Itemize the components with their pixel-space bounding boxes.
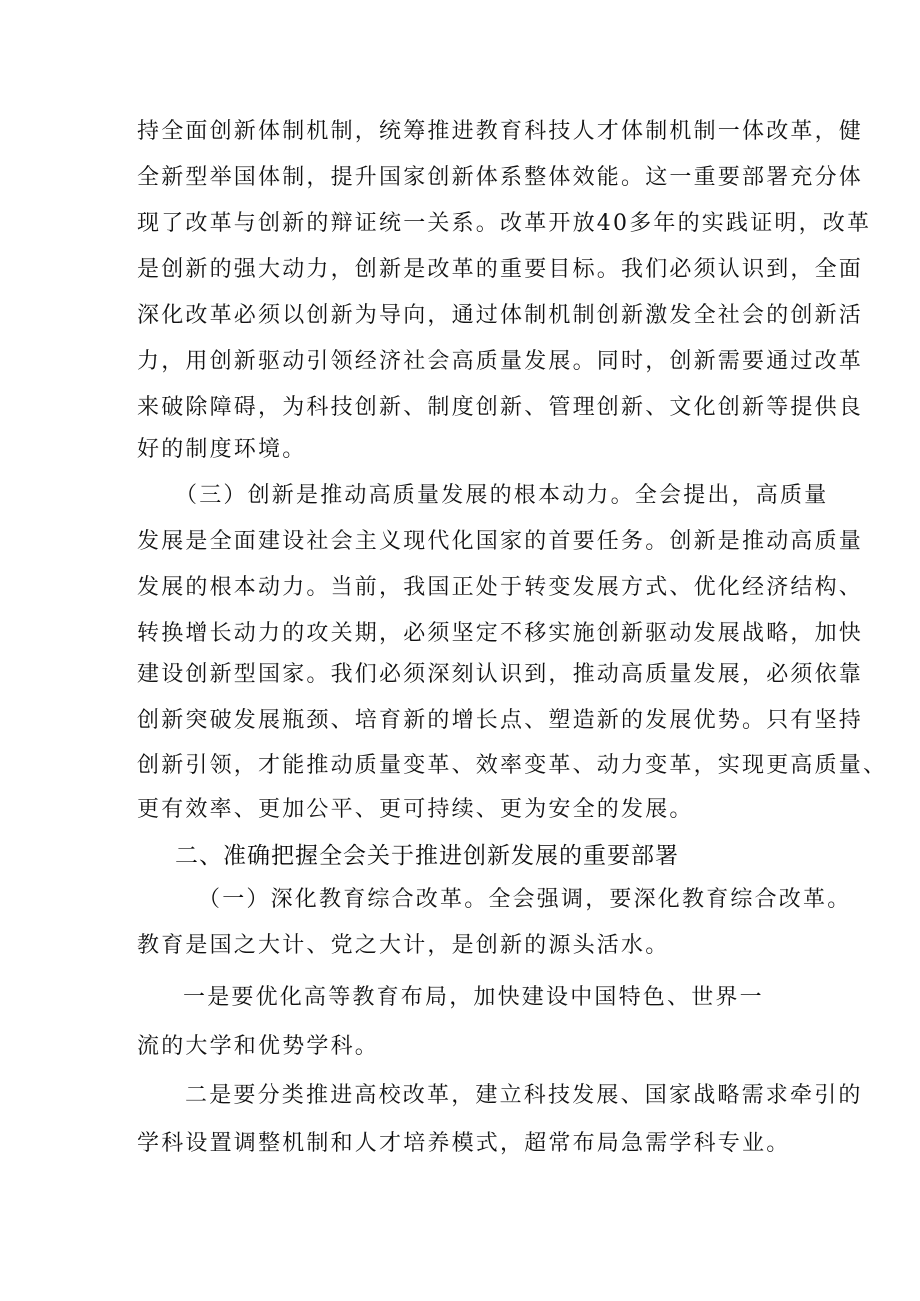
paragraph-line: 现了改革与创新的辩证统一关系。改革开放40多年的实践证明，改革 bbox=[137, 211, 872, 236]
paragraph-line: 好的制度环境。 bbox=[137, 437, 307, 462]
paragraph-line: （一）深化教育综合改革。全会强调，要深化教育综合改革。 bbox=[198, 887, 852, 912]
paragraph-line: 一是要优化高等教育布局，加快建设中国特色、世界一 bbox=[183, 985, 764, 1010]
paragraph-line: （三）创新是推动高质量发展的根本动力。全会提出，高质量 bbox=[175, 483, 829, 508]
paragraph-line: 力，用创新驱动引领经济社会高质量发展。同时，创新需要通过改革 bbox=[137, 349, 864, 374]
paragraph-line: 学科设置调整机制和人才培养模式，超常布局急需学科专业。 bbox=[137, 1131, 791, 1156]
paragraph-line: 流的大学和优势学科。 bbox=[137, 1034, 380, 1059]
paragraph-line: 持全面创新体制机制，统筹推进教育科技人才体制机制一体改革，健 bbox=[137, 119, 864, 144]
paragraph-line: 深化改革必须以创新为导向，通过体制机制创新激发全社会的创新活 bbox=[137, 303, 864, 328]
paragraph-line: 转换增长动力的攻关期，必须坚定不移实施创新驱动发展战略，加快 bbox=[137, 621, 864, 646]
paragraph-line: 发展的根本动力。当前，我国正处于转变发展方式、优化经济结构、 bbox=[137, 575, 864, 600]
paragraph-line: 全新型举国体制，提升国家创新体系整体效能。这一重要部署充分体 bbox=[137, 165, 864, 190]
paragraph-line: 发展是全面建设社会主义现代化国家的首要任务。创新是推动高质量 bbox=[137, 529, 864, 554]
paragraph-line: 二是要分类推进高校改革，建立科技发展、国家战略需求牵引的 bbox=[185, 1083, 863, 1108]
paragraph-line: 是创新的强大动力，创新是改革的重要目标。我们必须认识到，全面 bbox=[137, 257, 864, 282]
paragraph-line: 来破除障碍，为科技创新、制度创新、管理创新、文化创新等提供良 bbox=[137, 395, 864, 420]
section-heading: 二、准确把握全会关于推进创新发展的重要部署 bbox=[175, 843, 679, 869]
paragraph-line: 建设创新型国家。我们必须深刻认识到，推动高质量发展，必须依靠 bbox=[137, 662, 864, 687]
paragraph-line: 创新突破发展瓶颈、培育新的增长点、塑造新的发展优势。只有坚持 bbox=[137, 708, 864, 733]
paragraph-line: 创新引领，才能推动质量变革、效率变革、动力变革，实现更高质量、 bbox=[137, 753, 888, 778]
paragraph-line: 更有效率、更加公平、更可持续、更为安全的发展。 bbox=[137, 797, 694, 822]
paragraph-line: 教育是国之大计、党之大计，是创新的源头活水。 bbox=[137, 933, 670, 958]
